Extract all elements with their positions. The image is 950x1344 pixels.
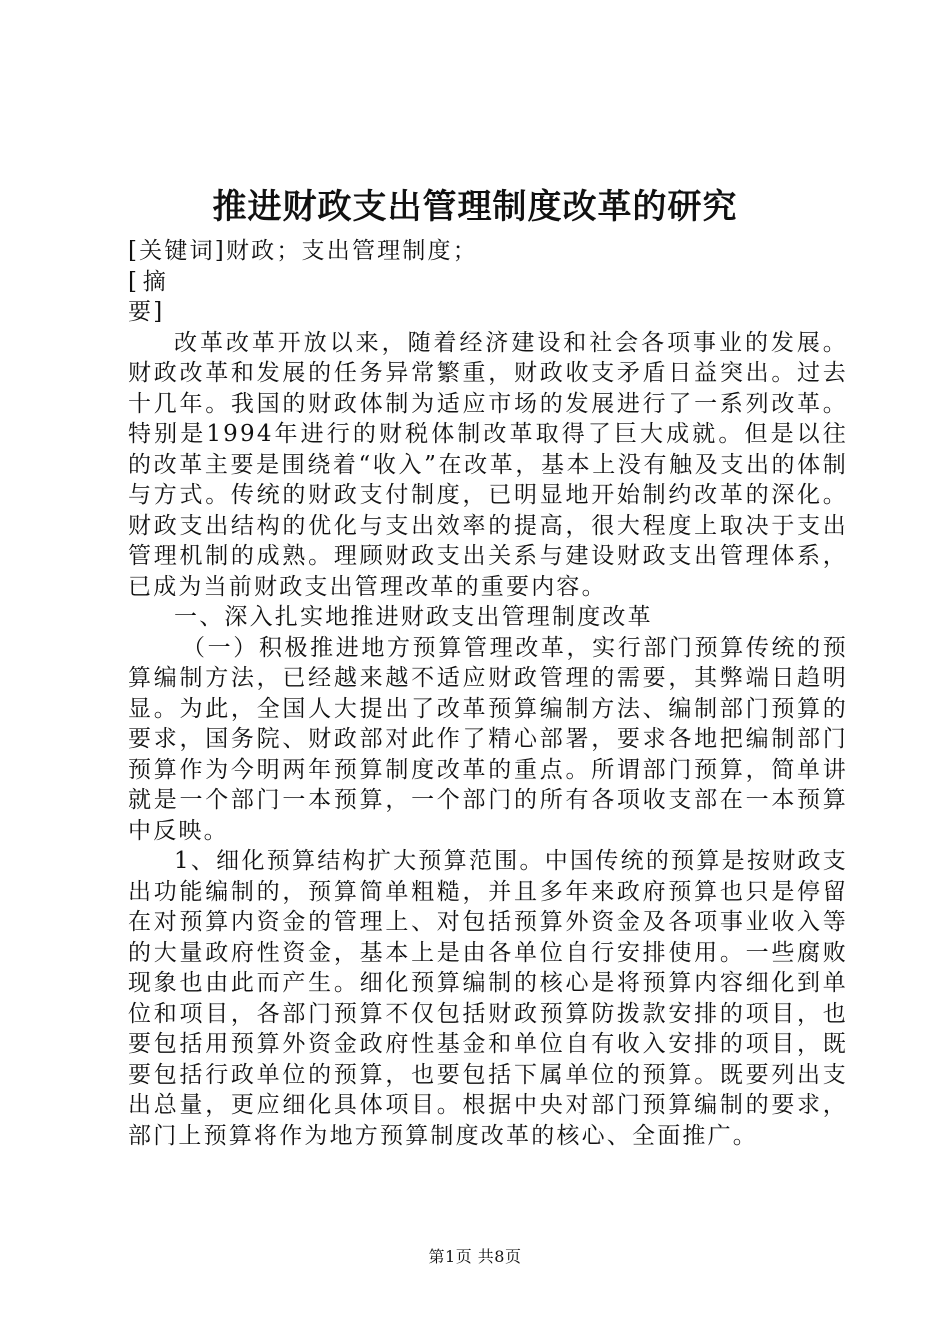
document-body (128, 236, 848, 1151)
document-title: 推进财政支出管理制度改革的研究 (212, 187, 738, 227)
section-heading-1: 一、深入扎实地推进财政支出管理制度改革 (174, 604, 653, 630)
paragraph-subsection-1: （一）积极推进地方预算管理改革，实行部门预算传统的预算编制方法，已经越来越不适应财政管理的需要，其弊端日趋明显。为此，全国人大提出了改革预算编制方法、编制部门预算的要求，国务院、财政部对此作了精心部署，要求各地把编制部门预算作为今明两年预算制度改革的重点。所谓部门预算，简单讲就是一个部门一本预算，一个部门的所有各项收支部在一本预算中反映。 (128, 634, 848, 844)
page-footer: 第1页 共8页 (428, 1247, 522, 1266)
abstract-label: [摘要] (128, 268, 168, 325)
paragraph-intro: 改革改革开放以来，随着经济建设和社会各项事业的发展。财政改革和发展的任务异常繁重，财政收支矛盾日益突出。过去十几年。我国的财政体制为适应市场的发展进行了一系列改革。特别是1994年进行的财税体制改革取得了巨大成就。但是以往的改革主要是围绕着“收入”在改革，基本上没有触及支出的体制与方式。传统的财政支付制度，已明显地开始制约改革的深化。财政支出结构的优化与支出效率的提高，很大程度上取决于支出管理机制的成熟。理顾财政支出关系与建设财政支出管理体系，已成为当前财政支出管理改革的重要内容。 (128, 329, 848, 600)
keywords-line: [关键词]财政；支出管理制度； (128, 238, 478, 264)
paragraph-item-1: 1、细化预算结构扩大预算范围。中国传统的预算是按财政支出功能编制的，预算简单粗糙，并且多年来政府预算也只是停留在对预算内资金的管理上、对包括预算外资金及各项事业收入等的大量政府性资金，基本上是由各单位自行安排使用。一些腐败现象也由此而产生。细化预算编制的核心是将预算内容细化到单位和项目，各部门预算不仅包括财政预算防拨款安排的项目，也要包括用预算外资金政府性基金和单位自有收入安排的项目，既要包括行政单位的预算，也要包括下属单位的预算。既要列出支出总量，更应细化具体项目。根据中央对部门预算编制的要求，部门上预算将作为地方预算制度改革的核心、全面推广。 (128, 848, 848, 1149)
